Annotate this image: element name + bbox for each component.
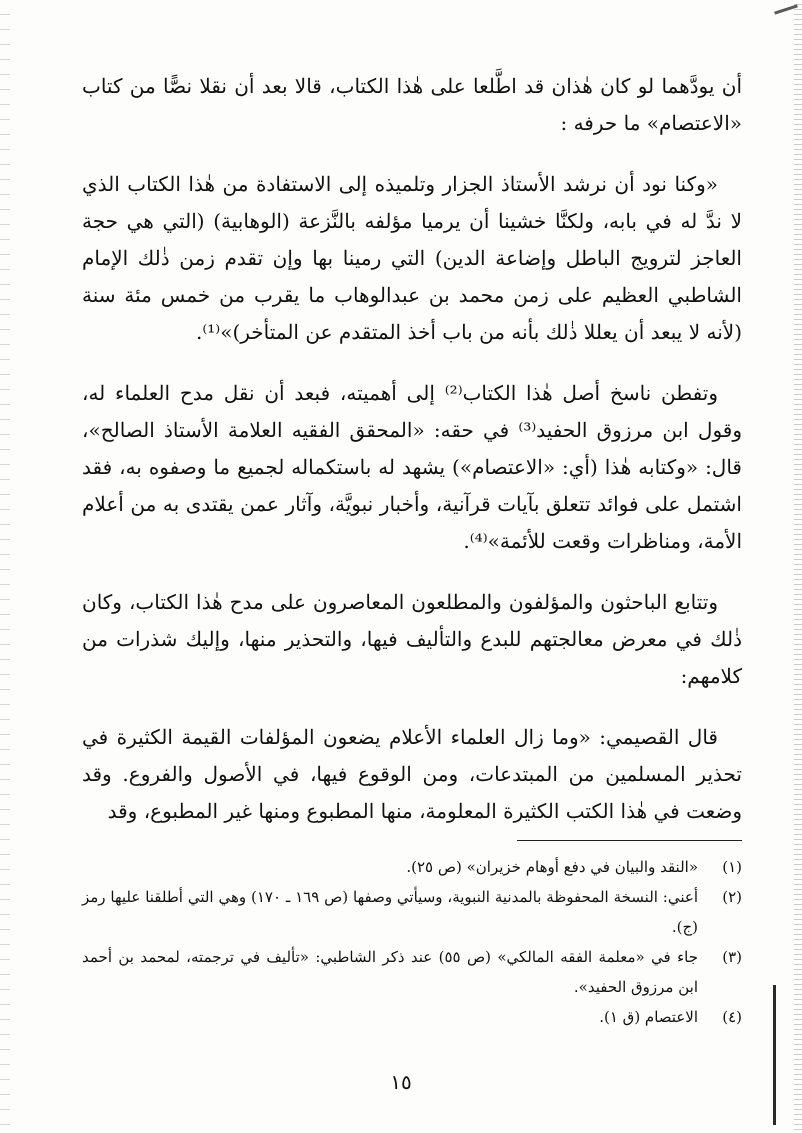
scan-edge-right: [794, 0, 802, 1133]
footnote-number: (٣): [722, 948, 742, 966]
paragraph-5: قال القصيمي: «وما زال العلماء الأعلام يضعون المؤلفات القيمة الكثيرة في تحذير المسلمين من المبتدعات، ومن الوقوع فيها، في الأصول والفروع. وقد وضعت في هٰذا الكتب الكثيرة المعلومة، منها المطبوع ومنها غير المطبوع، وقد: [82, 725, 742, 823]
scan-mark: [773, 985, 776, 1125]
footnote-separator: [517, 840, 742, 841]
footnote: [82, 882, 742, 942]
footnote-text: «النقد والبيان في دفع أوهام خزيران» (ص ٢٥).: [406, 858, 698, 876]
footnote-text: الاعتصام (ق ١).: [599, 1008, 698, 1026]
main-text: [82, 68, 742, 854]
paragraph-4: وتتابع الباحثون والمؤلفون والمطلعون المعاصرون على مدح هٰذا الكتاب، وكان ذٰلك في معرض معالجتهم للبدع والتأليف فيها، والتحذير منها، وإليك شذرات من كلامهم:: [82, 590, 742, 688]
footnote-number: (٤): [722, 1008, 742, 1026]
scan-edge-left: [0, 0, 10, 1133]
page-number: ١٥: [390, 1070, 412, 1094]
footnote-text: جاء في «معلمة الفقه المالكي» (ص ٥٥) عند ذكر الشاطبي: «تأليف في ترجمته، لمحمد بن أحمد ابن مرزوق الحفيد».: [82, 948, 698, 996]
paragraph-1: أن يودَّهما لو كان هٰذان قد اطَّلعا على هٰذا الكتاب، قالا بعد أن نقلا نصًّا من كتاب «الاعتصام» ما حرفه :: [82, 74, 742, 135]
footnote-number: (٢): [722, 888, 742, 906]
paragraph-3: وتفطن ناسخ أصل هٰذا الكتاب⁽²⁾ إلى أهميته، فبعد أن نقل مدح العلماء له، وقول ابن مرزوق الحفيد⁽³⁾ في حقه: «المحقق الفقيه العلامة الأستاذ الصالح»، قال: «وكتابه هٰذا (أي: «الاعتصام») يشهد له باستكماله لجميع ما وصفوه به، فقد اشتمل على فوائد تتعلق بآيات قرآنية، وأخبار نبويَّة، وآثار عمن يقتدى به من أعلام الأمة، ومناظرات وقعت للأئمة»⁽⁴⁾.: [82, 381, 742, 553]
footnote: [82, 852, 742, 882]
footnote-number: (١): [722, 858, 742, 876]
footnote: [82, 942, 742, 1002]
footnote: [82, 1002, 742, 1032]
footnotes: [82, 852, 742, 1032]
footnote-text: أعني: النسخة المحفوظة بالمدنية النبوية، وسيأتي وصفها (ص ١٦٩ ـ ١٧٠) وهي التي أطلقنا عليها رمز (ج).: [82, 888, 698, 936]
paragraph-2: «وكنا نود أن نرشد الأستاذ الجزار وتلميذه إلى الاستفادة من هٰذا الكتاب الذي لا ندَّ له في بابه، ولكنَّا خشينا أن يرميا مؤلفه بالنَّزعة (الوهابية) (التي هي حجة العاجز لترويج الباطل وإضاعة الدين) التي رمينا بها وإن تقدم زمن ذٰلك الإمام الشاطبي العظيم على زمن محمد بن عبدالوهاب ما يقرب من خمس مئة سنة (لأنه لا يبعد أن يعللا ذٰلك بأنه من باب أخذ المتقدم عن المتأخر)»⁽¹⁾.: [82, 172, 742, 344]
